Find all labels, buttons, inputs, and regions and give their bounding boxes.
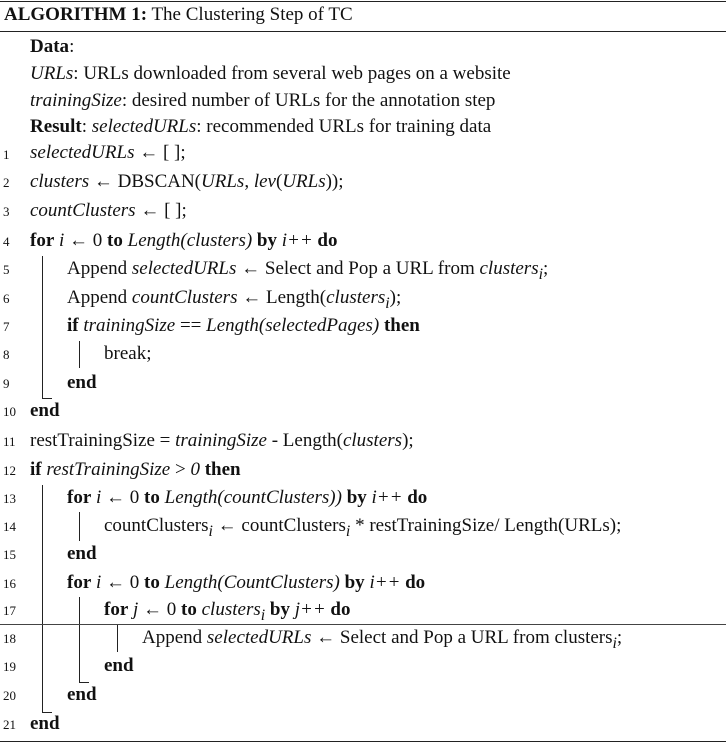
var-selected-urls: selectedURLs xyxy=(131,258,237,279)
var-rest-training-size: restTrainingSize xyxy=(46,459,171,480)
code-text: ← 0 xyxy=(64,230,108,251)
block-bar-if-2 xyxy=(42,485,43,712)
code-text: == xyxy=(175,315,207,336)
keyword-if: if xyxy=(67,315,79,336)
code-text: ← 0 xyxy=(101,487,145,508)
line-number: 16 xyxy=(3,576,16,591)
code-text: ; xyxy=(543,258,549,279)
line-number: 21 xyxy=(3,717,16,732)
algorithm-caption: The Clustering Step of TC xyxy=(151,4,353,25)
result-description xyxy=(30,114,491,140)
keyword-end: end xyxy=(30,400,60,421)
code-text: ← countClusters xyxy=(212,515,346,536)
code-line-1 xyxy=(30,140,186,166)
block-bar-for-1 xyxy=(42,256,43,398)
keyword-by: by xyxy=(269,599,290,620)
code-line-2 xyxy=(30,169,344,195)
keyword-end: end xyxy=(104,655,134,676)
code-text: ← 0 xyxy=(138,599,182,620)
var-count-clusters: countClusters xyxy=(131,287,238,308)
code-line-15 xyxy=(67,541,97,567)
line-number: 4 xyxy=(3,234,10,249)
code-text: - Length( xyxy=(266,430,343,451)
keyword-do: do xyxy=(407,487,428,508)
code-text: ; xyxy=(616,627,623,648)
code-text: ← DBSCAN( xyxy=(89,171,202,192)
keyword-to: to xyxy=(181,599,197,620)
code-line-10 xyxy=(30,398,60,424)
expr-length: Length(CountClusters) xyxy=(164,572,340,593)
var-i: i xyxy=(59,230,65,251)
code-line-6 xyxy=(67,285,401,311)
data-colon: : xyxy=(69,36,75,57)
keyword-to: to xyxy=(107,230,123,251)
code-line-20 xyxy=(67,682,97,708)
var-i: i xyxy=(96,572,102,593)
code-text: ← [ ]; xyxy=(134,142,186,163)
code-text: break; xyxy=(104,343,152,364)
line-number: 1 xyxy=(3,147,10,162)
algorithm-title xyxy=(4,4,353,26)
keyword-for: for xyxy=(67,572,92,593)
algorithm-label: ALGORITHM 1: xyxy=(4,4,148,25)
keyword-then: then xyxy=(204,459,241,480)
expr-increment: i++ xyxy=(281,230,313,251)
subscript-i: i xyxy=(385,294,390,312)
code-line-9 xyxy=(67,370,97,396)
top-rule xyxy=(0,1,726,2)
expr-length: Length(selectedPages) xyxy=(206,315,380,336)
urls-description xyxy=(30,61,511,87)
code-text: * restTrainingSize/ Length(URLs); xyxy=(350,515,622,536)
code-line-13 xyxy=(67,485,427,511)
var-clusters: clusters xyxy=(342,430,403,451)
line-number: 20 xyxy=(3,688,16,703)
code-text: ); xyxy=(389,287,402,308)
result-desc: : recommended URLs for training data xyxy=(196,116,492,137)
urls-desc: : URLs downloaded from several web pages on a website xyxy=(73,63,511,84)
block-bar-if-1 xyxy=(79,341,80,368)
data-keyword: Data xyxy=(30,36,70,57)
var-i: i xyxy=(96,487,102,508)
urls-name: URLs xyxy=(30,63,74,84)
code-line-8 xyxy=(104,341,151,367)
result-keyword: Result xyxy=(30,116,82,137)
row-separator xyxy=(0,624,726,625)
line-number: 18 xyxy=(3,631,16,646)
subscript-i: i xyxy=(612,634,617,652)
block-bar-for-2 xyxy=(79,512,80,541)
code-text: , xyxy=(244,171,254,192)
line-number: 2 xyxy=(3,175,10,190)
data-header xyxy=(30,34,74,60)
keyword-for: for xyxy=(67,487,92,508)
code-line-5 xyxy=(67,256,548,282)
literal-zero: 0 xyxy=(190,459,200,480)
keyword-to: to xyxy=(144,487,160,508)
keyword-by: by xyxy=(346,487,367,508)
code-text: Append xyxy=(67,258,128,279)
line-number: 9 xyxy=(3,376,10,391)
line-number: 14 xyxy=(3,519,16,534)
keyword-do: do xyxy=(405,572,426,593)
var-j: j xyxy=(133,599,139,620)
result-name: selectedURLs xyxy=(91,116,197,137)
var-training-size: trainingSize xyxy=(83,315,176,336)
var-urls: URLs xyxy=(282,171,326,192)
keyword-to: to xyxy=(144,572,160,593)
keyword-by: by xyxy=(256,230,277,251)
block-foot-if-2 xyxy=(42,712,52,713)
line-number: 10 xyxy=(3,404,16,419)
line-number: 6 xyxy=(3,291,10,306)
expr-increment: j++ xyxy=(294,599,326,620)
var-clusters: clusters xyxy=(479,258,539,279)
code-line-3 xyxy=(30,198,187,224)
keyword-end: end xyxy=(67,372,97,393)
block-foot-for-1 xyxy=(42,398,52,399)
line-number: 5 xyxy=(3,262,10,277)
code-text: ← Select and Pop a URL from xyxy=(236,258,480,279)
code-text: ← 0 xyxy=(101,572,145,593)
code-text: ← [ ]; xyxy=(135,200,187,221)
keyword-end: end xyxy=(30,713,60,734)
code-text: restTrainingSize = xyxy=(30,430,176,451)
var-clusters: clusters xyxy=(326,287,386,308)
line-number: 17 xyxy=(3,603,16,618)
subscript-i: i xyxy=(345,522,351,540)
line-number: 13 xyxy=(3,491,16,506)
line-number: 12 xyxy=(3,463,16,478)
line-number: 3 xyxy=(3,204,10,219)
subscript-i: i xyxy=(208,522,213,540)
keyword-for: for xyxy=(30,230,55,251)
training-desc: : desired number of URLs for the annotation step xyxy=(121,90,496,111)
line-number: 15 xyxy=(3,547,16,562)
var-selected-urls: selectedURLs xyxy=(30,142,135,163)
code-line-16 xyxy=(67,570,425,596)
subscript-i: i xyxy=(538,265,543,283)
var-clusters: clusters xyxy=(30,171,90,192)
training-size-description xyxy=(30,88,495,114)
block-bar-for-3 xyxy=(79,597,80,682)
block-bar-for-4 xyxy=(117,624,118,652)
line-number: 7 xyxy=(3,319,10,334)
code-line-19 xyxy=(104,653,134,679)
var-urls: URLs xyxy=(201,171,245,192)
title-rule xyxy=(0,31,726,32)
keyword-do: do xyxy=(330,599,351,620)
code-text: ( xyxy=(275,171,283,192)
result-colon: : xyxy=(81,116,92,137)
code-line-21 xyxy=(30,711,60,737)
code-text: ← Select and Pop a URL from clusters xyxy=(311,627,613,648)
keyword-for: for xyxy=(104,599,129,620)
line-number: 19 xyxy=(3,659,16,674)
code-line-12 xyxy=(30,457,241,483)
code-line-4 xyxy=(30,228,338,254)
expr-increment: i++ xyxy=(369,572,401,593)
line-number: 8 xyxy=(3,347,10,362)
block-foot-for-3 xyxy=(79,682,89,683)
code-text: ← Length( xyxy=(237,287,327,308)
code-line-14 xyxy=(104,513,621,539)
code-text: Append xyxy=(67,287,128,308)
keyword-do: do xyxy=(317,230,338,251)
keyword-end: end xyxy=(67,684,97,705)
expr-length: Length(countClusters)) xyxy=(164,487,342,508)
code-line-18 xyxy=(142,625,622,651)
training-name: trainingSize xyxy=(30,90,122,111)
bottom-rule xyxy=(0,741,726,742)
code-text: ); xyxy=(402,430,414,451)
keyword-if: if xyxy=(30,459,42,480)
code-line-7 xyxy=(67,313,420,339)
line-number: 11 xyxy=(3,434,16,449)
keyword-end: end xyxy=(67,543,97,564)
expr-increment: i++ xyxy=(371,487,403,508)
var-selected-urls: selectedURLs xyxy=(206,627,312,648)
var-count-clusters: countClusters xyxy=(30,200,136,221)
code-text: )); xyxy=(325,171,344,192)
keyword-by: by xyxy=(344,572,365,593)
var-training-size: trainingSize xyxy=(175,430,267,451)
subscript-i: i xyxy=(260,606,266,624)
expr-length: Length(clusters) xyxy=(127,230,253,251)
code-text: Append xyxy=(142,627,203,648)
code-line-17 xyxy=(104,597,350,623)
keyword-then: then xyxy=(383,315,420,336)
code-text: countClusters xyxy=(104,515,209,536)
code-line-11 xyxy=(30,428,414,454)
code-text: > xyxy=(170,459,191,480)
var-clusters: clusters xyxy=(201,599,261,620)
func-lev: lev xyxy=(253,171,276,192)
